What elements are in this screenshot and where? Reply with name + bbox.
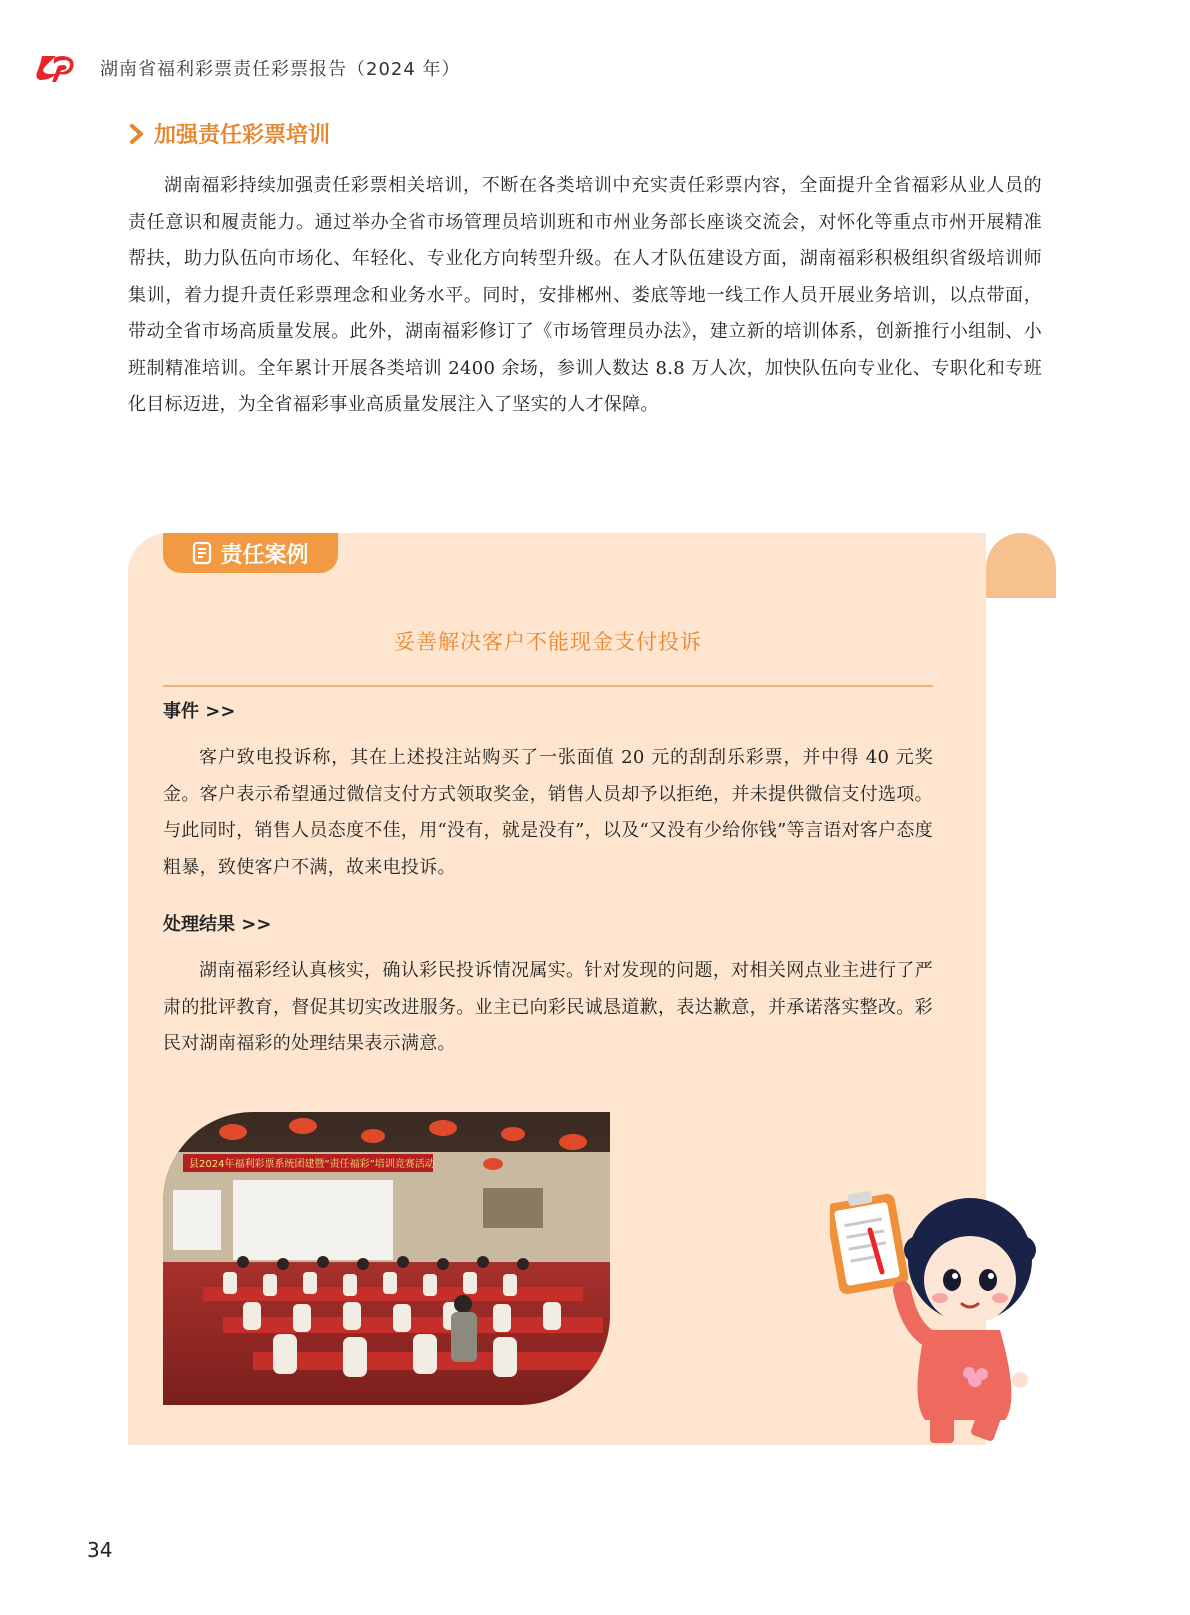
divider (163, 685, 933, 687)
clipboard-icon (830, 1191, 909, 1296)
photo-banner-text: 县2024年福利彩票系统团建暨“责任福彩”培训竞赛活动 (189, 1159, 435, 1170)
event-text: 客户致电投诉称，其在上述投注站购买了一张面值 20 元的刮刮乐彩票，并中得 40 元奖金。客户表示希望通过微信支付方式领取奖金，销售人员却予以拒绝，并未提供微信支付选项。与此同时，销售人员态度不佳，用“没有，就是没有”，以及“又没有少给你钱”等言语对客户态度粗暴，致使客户不满，故来电投诉。 (163, 747, 934, 878)
chevron-right-icon (128, 123, 146, 145)
section-title-text: 加强责任彩票培训 (154, 123, 331, 148)
section-title (128, 118, 330, 149)
china-welfare-lottery-logo-icon (36, 52, 76, 84)
event-label: 事件 >> (163, 701, 236, 722)
report-title: 湖南省福利彩票责任彩票报告（2024 年） (100, 59, 461, 80)
training-photo (163, 1112, 610, 1405)
result-text: 湖南福彩经认真核实，确认彩民投诉情况属实。针对发现的问题，对相关网点业主进行了严肃的批评教育，督促其切实改进服务。业主已向彩民诚恳道歉，表达歉意，并承诺落实整改。彩民对湖南福彩的处理结果表示满意。 (163, 960, 933, 1054)
page-header (36, 50, 461, 86)
decorative-arch (986, 533, 1056, 598)
case-tab (163, 533, 338, 573)
page-number: 34 (87, 1538, 113, 1562)
document-icon (192, 541, 214, 565)
case-tab-label: 责任案例 (220, 542, 309, 568)
mascot-girl-illustration (830, 1180, 1065, 1445)
case-heading: 妥善解决客户不能现金支付投诉 (394, 630, 702, 654)
result-label: 处理结果 >> (163, 914, 272, 935)
section-body: 湖南福彩持续加强责任彩票相关培训，不断在各类培训中充实责任彩票内容，全面提升全省福彩从业人员的责任意识和履责能力。通过举办全省市场管理员培训班和市州业务部长座谈交流会，对怀化等重点市州开展精准帮扶，助力队伍向市场化、年轻化、专业化方向转型升级。在人才队伍建设方面，湖南福彩积极组织省级培训师集训，着力提升责任彩票理念和业务水平。同时，安排郴州、娄底等地一线工作人员开展业务培训，以点带面，带动全省市场高质量发展。此外，湖南福彩修订了《市场管理员办法》，建立新的培训体系，创新推行小组制、小班制精准培训。全年累计开展各类培训 2400 余场，参训人数达 8.8 万人次，加快队伍向专业化、专职化和专班化目标迈进，为全省福彩事业高质量发展注入了坚实的人才保障。 (128, 175, 1042, 415)
